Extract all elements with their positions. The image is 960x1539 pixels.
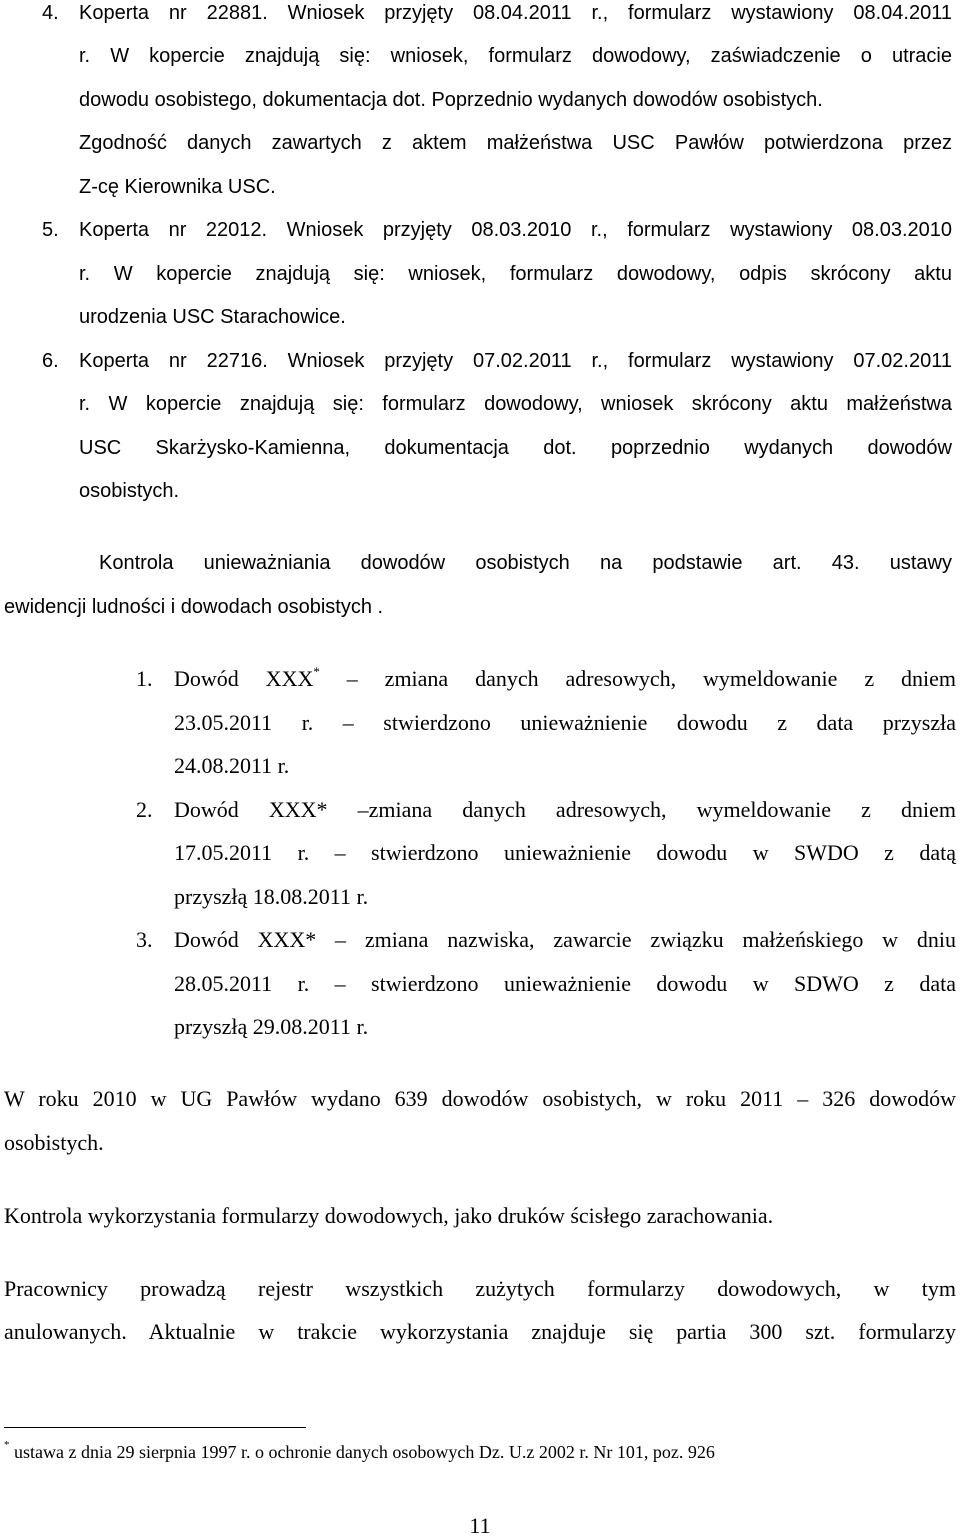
paragraph-line: Pracownicy prowadzą rejestr wszystkich zużytych formularzy dowodowych, w tym [4,1276,956,1301]
dowod-label: Dowód XXX [174,666,314,691]
list-number: 6. [42,350,59,372]
list-item-line: przyszłą 29.08.2011 r. [174,1014,369,1039]
footnote-separator [4,1427,306,1428]
paragraph-line: osobistych. [4,1130,104,1155]
list-item-line: osobistych. [79,480,180,502]
list-number: 2. [136,797,153,822]
list-item-text: – zmiana danych adresowych, wymeldowanie z dniem [319,666,956,691]
section-heading-continued: ewidencji ludności i dowodach osobistych . [4,596,384,618]
list-item-line: Koperta nr 22012. Wniosek przyjęty 08.03.2010 r., formularz wystawiony 08.03.2010 [79,219,952,241]
list-item-line: Dowód XXX* –zmiana danych adresowych, wymeldowanie z dniem [174,797,956,822]
paragraph-line: anulowanych. Aktualnie w trakcie wykorzystania znajduje się partia 300 szt. formularzy [4,1319,956,1344]
list-number: 5. [42,219,59,241]
footnote-reference: * [313,663,320,679]
list-item-line: r. W kopercie znajdują się: wniosek, formularz dowodowy, zaświadczenie o utracie [79,45,952,67]
list-item-line: r. W kopercie znajdują się: wniosek, formularz dowodowy, odpis skrócony aktu [79,263,952,285]
list-item-line: Koperta nr 22881. Wniosek przyjęty 08.04.2011 r., formularz wystawiony 08.04.2011 [79,2,952,24]
list-item-line: urodzenia USC Starachowice. [79,306,346,328]
page-number: 11 [469,1513,491,1538]
list-item-line: 28.05.2011 r. – stwierdzono unieważnienie dowodu w SDWO z data [174,971,956,996]
list-item-line: 24.08.2011 r. [174,753,290,778]
list-item-line: Zgodność danych zawartych z aktem małżeństwa USC Pawłów potwierdzona przez [79,132,952,154]
list-item-line: Z-cę Kierownika USC. [79,176,276,198]
paragraph-heading: Kontrola wykorzystania formularzy dowodowych, jako druków ścisłego zarachowania. [4,1203,774,1228]
list-item-line [174,663,956,692]
list-item-line: 17.05.2011 r. – stwierdzono unieważnienie dowodu w SWDO z datą [174,840,956,865]
list-item-line: USC Skarżysko-Kamienna, dokumentacja dot. poprzednio wydanych dowodów [79,437,952,459]
list-item-line: Koperta nr 22716. Wniosek przyjęty 07.02.2011 r., formularz wystawiony 07.02.2011 [79,350,952,372]
list-item-line: dowodu osobistego, dokumentacja dot. Poprzednio wydanych dowodów osobistych. [79,89,823,111]
list-item-line: Dowód XXX* – zmiana nazwiska, zawarcie związku małżeńskiego w dniu [174,927,956,952]
section-heading: Kontrola unieważniania dowodów osobistych na podstawie art. 43. ustawy [99,552,952,574]
footnote-marker: * [4,1439,10,1451]
list-number: 1. [136,666,153,691]
list-number: 4. [42,2,59,24]
list-item-line: przyszłą 18.08.2011 r. [174,884,369,909]
footnote-text: ustawa z dnia 29 sierpnia 1997 r. o ochronie danych osobowych Dz. U.z 2002 r. Nr 101, poz. 926 [9,1442,715,1462]
list-number: 3. [136,927,153,952]
list-item-line: 23.05.2011 r. – stwierdzono unieważnienie dowodu z data przyszła [174,710,956,735]
footnote [4,1441,715,1463]
list-item-line: r. W kopercie znajdują się: formularz dowodowy, wniosek skrócony aktu małżeństwa [79,393,952,415]
paragraph-line: W roku 2010 w UG Pawłów wydano 639 dowodów osobistych, w roku 2011 – 326 dowodów [4,1086,956,1111]
